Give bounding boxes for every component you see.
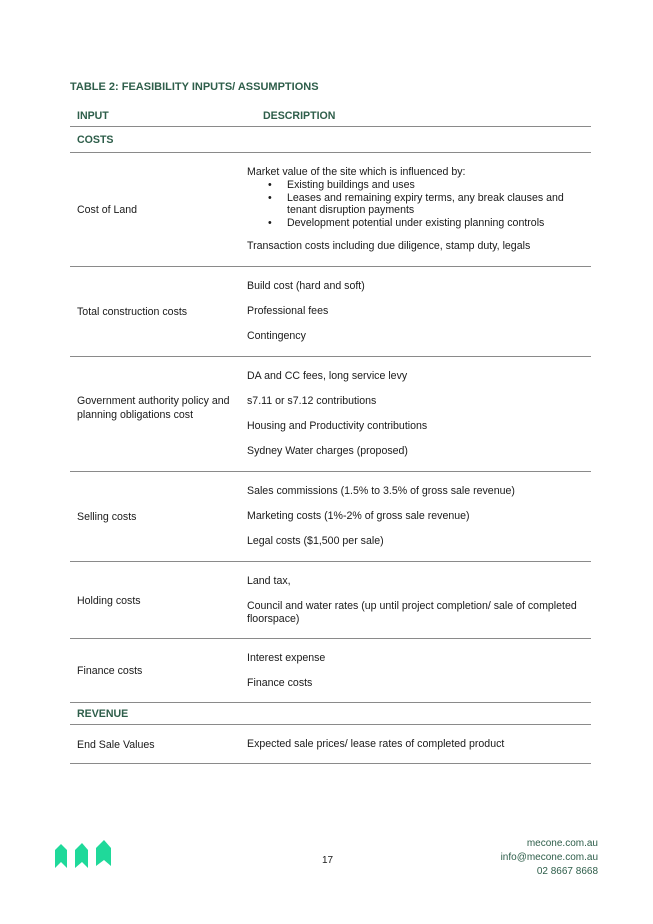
- row-description: [247, 575, 587, 626]
- table-row-construction: [70, 267, 591, 357]
- bullet-item: • Leases and remaining expiry terms, any break clauses and tenant disruption payments: [247, 192, 587, 217]
- row-label: Total construction costs: [77, 306, 188, 318]
- desc-item: Contingency: [247, 330, 306, 342]
- bullet-item: • Development potential under existing planning controls: [247, 217, 587, 230]
- desc-item: Finance costs: [247, 677, 313, 689]
- desc-item: s7.11 or s7.12 contributions: [247, 395, 377, 407]
- row-label: Finance costs: [77, 665, 143, 677]
- section-costs-label: COSTS: [77, 134, 114, 146]
- table-row-selling: [70, 472, 591, 562]
- footer-website: mecone.com.au: [526, 838, 598, 849]
- section-costs: [70, 127, 591, 153]
- land-intro: Market value of the site which is influenced by:: [247, 166, 466, 178]
- table-row-land: [70, 153, 591, 267]
- footer-phone: 02 8667 8668: [536, 866, 598, 877]
- desc-item: Interest expense: [247, 652, 326, 664]
- row-description: [247, 370, 587, 458]
- footer-email: info@mecone.com.au: [500, 852, 598, 863]
- header-description: DESCRIPTION: [263, 110, 336, 122]
- row-label: Selling costs: [77, 511, 137, 523]
- row-description: [247, 166, 587, 253]
- table-row-holding: [70, 562, 591, 639]
- land-tail: Transaction costs including due diligence, stamp duty, legals: [247, 240, 531, 252]
- row-description: Expected sale prices/ lease rates of completed product: [247, 738, 505, 750]
- row-description: [247, 652, 587, 690]
- desc-item: Sales commissions (1.5% to 3.5% of gross sale revenue): [247, 485, 515, 497]
- row-description: [247, 280, 587, 343]
- desc-item: Build cost (hard and soft): [247, 280, 365, 292]
- section-revenue-label: REVENUE: [77, 708, 129, 720]
- desc-item: Housing and Productivity contributions: [247, 420, 428, 432]
- table-row-endsale: [70, 725, 591, 764]
- row-label: Cost of Land: [77, 204, 138, 216]
- row-description: [247, 485, 587, 548]
- row-label: End Sale Values: [77, 739, 155, 751]
- header-input: INPUT: [77, 110, 109, 122]
- row-label: Government authority policy and planning obligations cost: [77, 395, 230, 421]
- table-row-finance: [70, 639, 591, 703]
- desc-item: Sydney Water charges (proposed): [247, 445, 408, 457]
- desc-item: Marketing costs (1%-2% of gross sale revenue): [247, 510, 470, 522]
- section-revenue: [70, 703, 591, 725]
- desc-item: Legal costs ($1,500 per sale): [247, 535, 384, 547]
- desc-item: DA and CC fees, long service levy: [247, 370, 408, 382]
- mecone-logo-icon: [55, 838, 113, 868]
- table-header: [70, 104, 591, 127]
- feasibility-table: [70, 104, 591, 764]
- row-label: Holding costs: [77, 595, 141, 607]
- footer-contact: [501, 837, 598, 879]
- table-title: TABLE 2: FEASIBILITY INPUTS/ ASSUMPTIONS: [70, 81, 319, 93]
- desc-item: Land tax,: [247, 575, 291, 587]
- desc-item: Professional fees: [247, 305, 329, 317]
- bullet-item: • Existing buildings and uses: [247, 179, 587, 192]
- desc-item: Council and water rates (up until project completion/ sale of completed floorspace): [247, 600, 577, 625]
- table-row-government: [70, 357, 591, 472]
- page-number: 17: [322, 855, 334, 866]
